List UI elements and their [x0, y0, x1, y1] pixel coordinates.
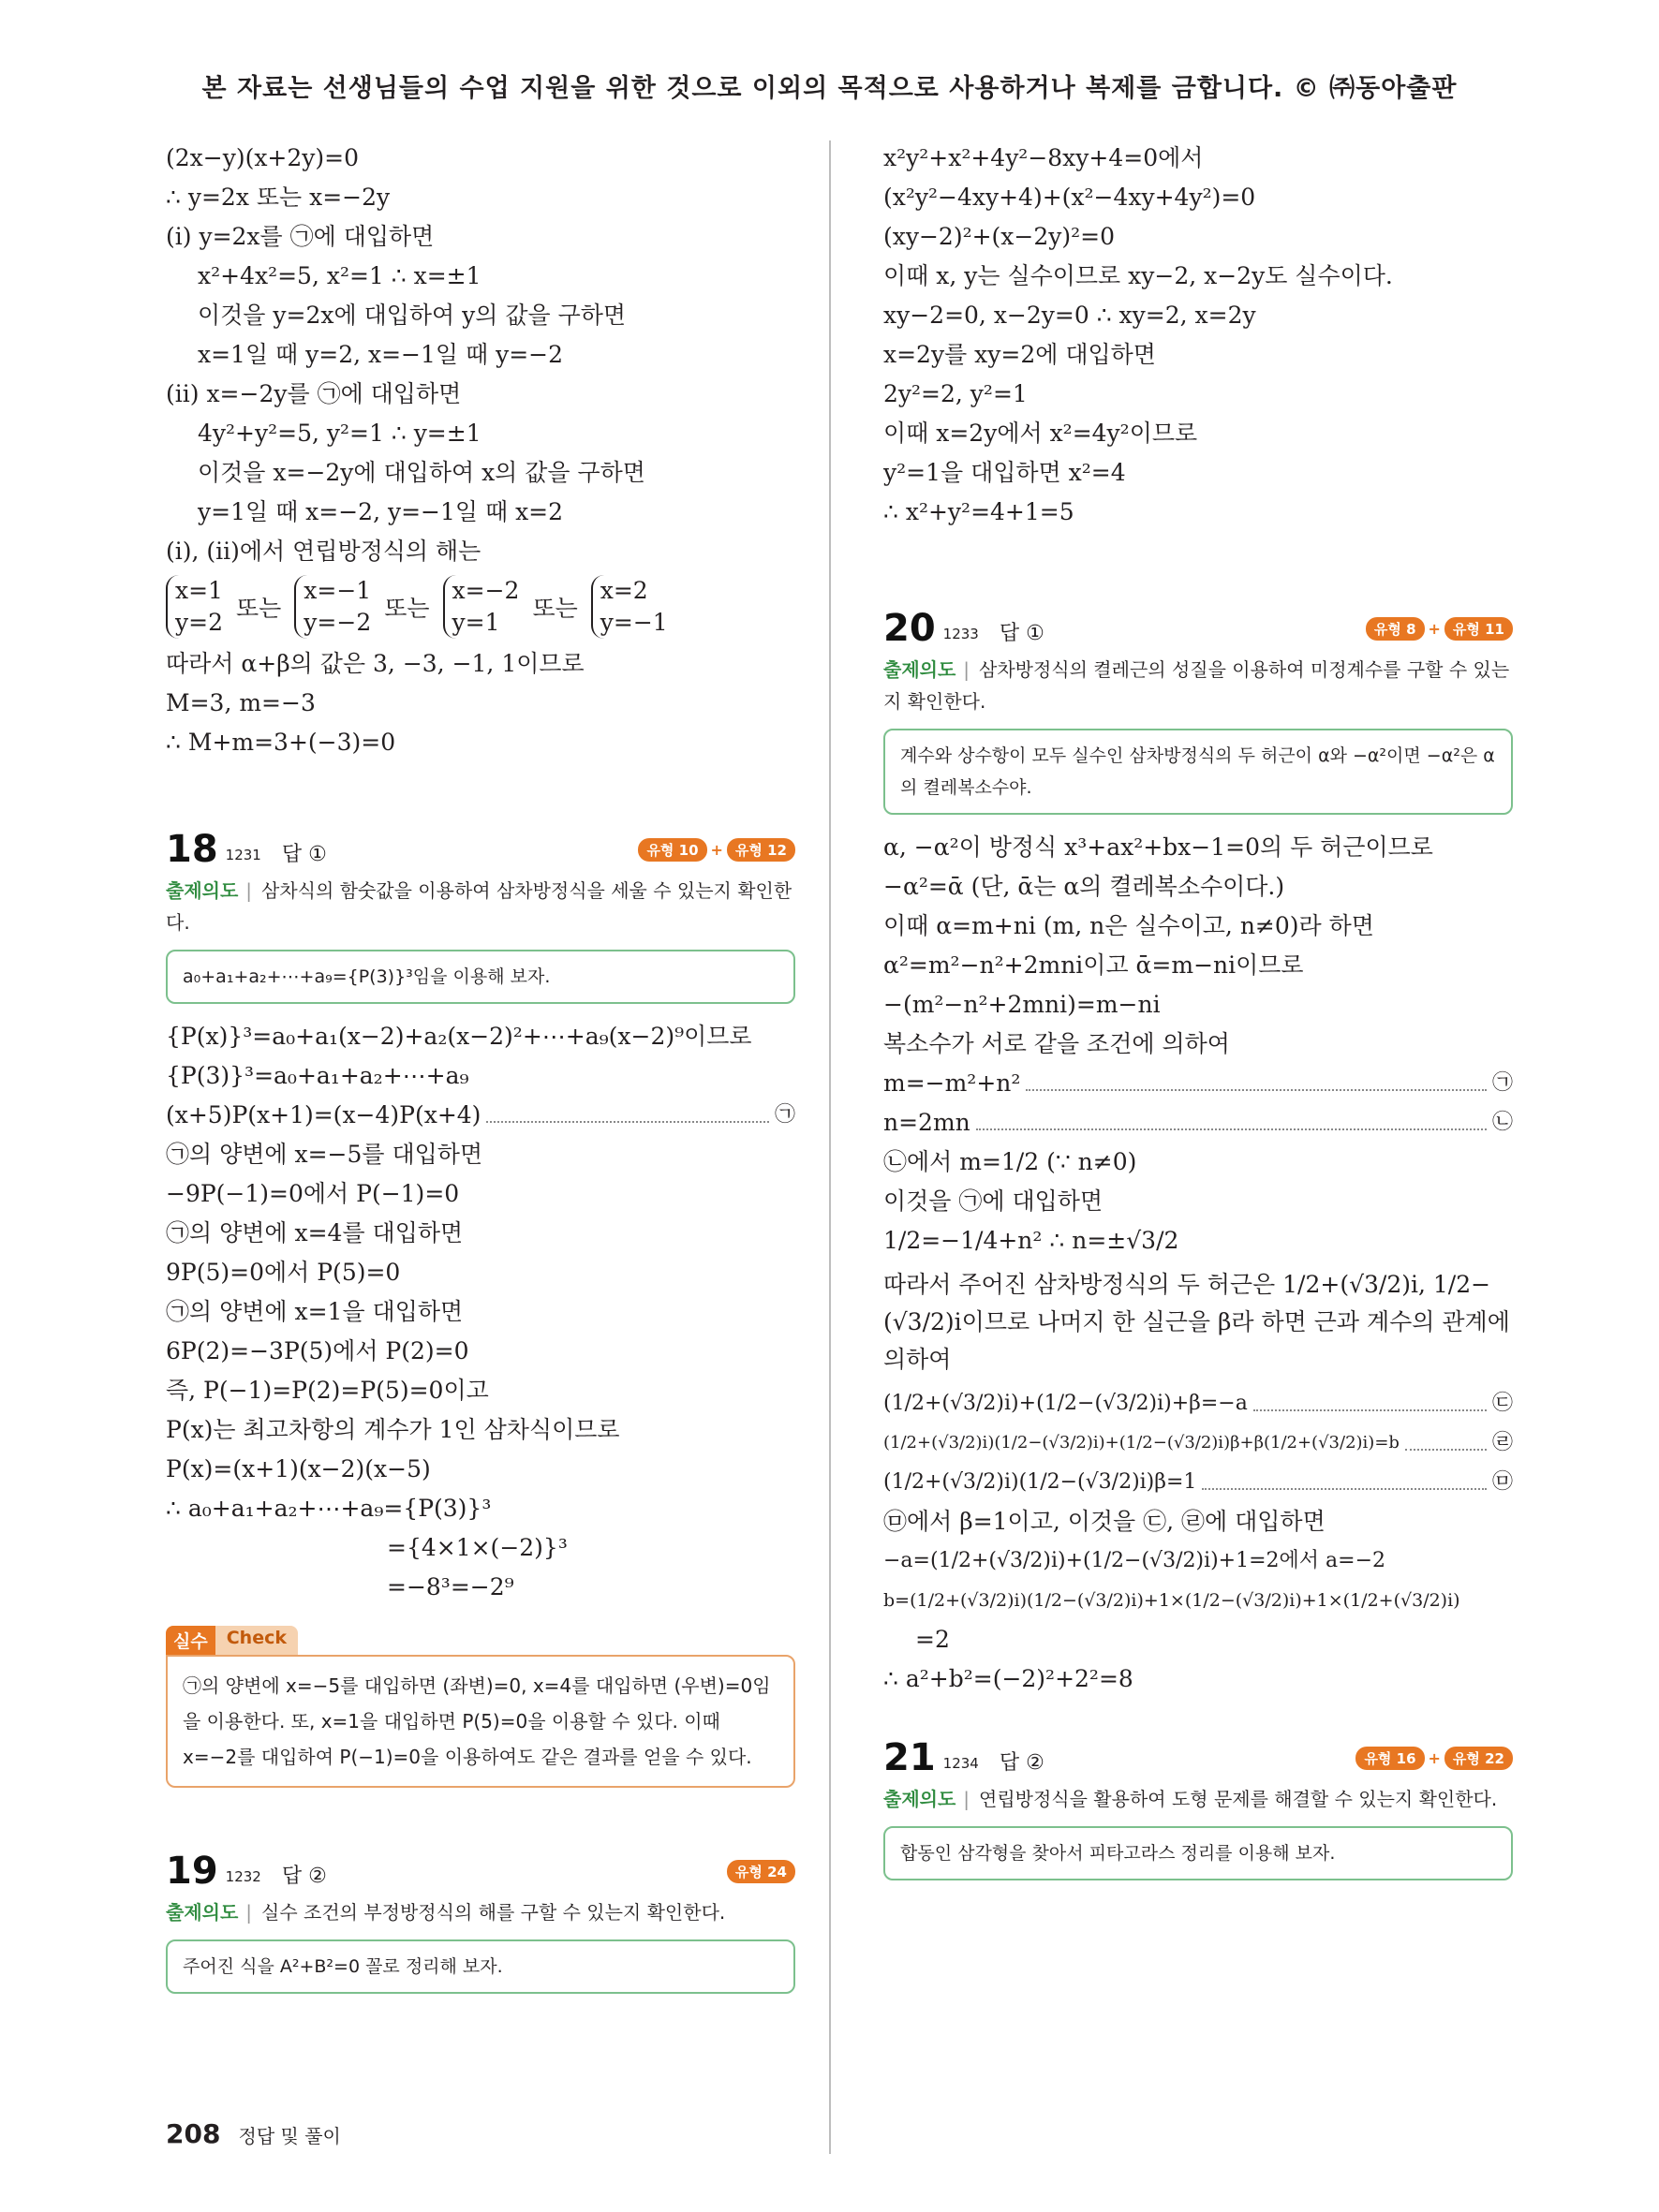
equation-mark: ㉤	[1491, 1470, 1513, 1494]
marked-equation: n=2mn ㉡	[883, 1103, 1513, 1143]
type-tags	[638, 838, 795, 862]
solution-line: (ⅰ), (ⅱ)에서 연립방정식의 해는	[166, 538, 481, 565]
solution-line: (x²y²−4xy+4)+(x²−4xy+4y²)=0	[883, 184, 1256, 211]
equation-mark: ㉠	[1491, 1071, 1513, 1095]
problem-header	[166, 1850, 795, 1893]
solution-line: ={4×1×(−2)}³	[387, 1534, 568, 1561]
solution-line: x=1일 때 y=2, x=−1일 때 y=−2	[198, 341, 564, 368]
answer-label: 답 ①	[281, 842, 327, 866]
solution-line: 2y²=2, y²=1	[883, 380, 1028, 407]
solution-line: −9P(−1)=0에서 P(−1)=0	[166, 1180, 460, 1207]
dotted-leader	[976, 1115, 1487, 1130]
column-divider	[829, 140, 831, 2154]
answer-label: 답 ②	[999, 1750, 1044, 1775]
problem-code: 1231	[225, 847, 261, 863]
solution-line: ㉤에서 β=1이고, 이것을 ㉢, ㉣에 대입하면	[883, 1508, 1326, 1535]
type-tag: 유형 24	[727, 1860, 795, 1883]
solution-line: 6P(2)=−3P(5)에서 P(2)=0	[166, 1337, 469, 1364]
intent	[166, 875, 795, 938]
problem-header	[883, 1736, 1513, 1779]
solution-line: 따라서 α+β의 값은 3, −3, −1, 1이므로	[166, 650, 585, 677]
solution-line: 1/2=−1/4+n² ∴ n=±√3/2	[883, 1227, 1179, 1254]
type-tags	[727, 1860, 795, 1883]
solution-line: 따라서 주어진 삼차방정식의 두 허근은 1/2+(√3/2)i, 1/2−(√3/2)i이므로 나머지 한 실근을 β라 하면 근과 계수의 관계에 의하여	[883, 1271, 1510, 1373]
solution-line: ∴ M+m=3+(−3)=0	[166, 729, 396, 756]
dotted-leader	[1202, 1475, 1487, 1490]
solution-line: ㉠의 양변에 x=1을 대입하면	[166, 1298, 464, 1325]
type-tag: 유형 12	[727, 838, 795, 862]
hint-box: 주어진 식을 A²+B²=0 꼴로 정리해 보자.	[166, 1939, 795, 1994]
marked-equation: (1/2+(√3/2)i)+(1/2−(√3/2)i)+β=−a ㉢	[883, 1384, 1513, 1423]
problem-number: 18	[166, 828, 218, 871]
solution-line: P(x)=(x+1)(x−2)(x−5)	[166, 1455, 431, 1482]
solution-line: −(m²−n²+2mni)=m−ni	[883, 991, 1161, 1018]
solution-line: =−8³=−2⁹	[387, 1573, 514, 1600]
hint-box: 합동인 삼각형을 찾아서 피타고라스 정리를 이용해 보자.	[883, 1826, 1513, 1880]
intent-text: 삼차식의 함숫값을 이용하여 삼차방정식을 세울 수 있는지 확인한다.	[166, 879, 792, 934]
solution-line: ㉡에서 m=1/2 (∵ n≠0)	[883, 1148, 1137, 1175]
system-3: x=−2 y=1	[443, 575, 520, 639]
solution-line: (ⅰ) y=2x를 ㉠에 대입하면	[166, 223, 435, 250]
type-tags	[1366, 617, 1513, 641]
equation-mark: ㉣	[1491, 1431, 1513, 1454]
page-footer	[166, 2118, 341, 2149]
section-title: 정답 및 풀이	[238, 2125, 341, 2147]
solution-line: 이것을 ㉠에 대입하면	[883, 1187, 1104, 1215]
right-column	[883, 139, 1513, 1894]
plus-icon: +	[1428, 619, 1441, 638]
or-label: 또는	[235, 595, 282, 622]
plus-icon: +	[710, 840, 723, 859]
system-2: x=−1 y=−2	[294, 575, 371, 639]
solution-line: 복소수가 서로 같을 조건에 의하여	[883, 1030, 1230, 1057]
marked-equation: (x+5)P(x+1)=(x−4)P(x+4) ㉠	[166, 1096, 795, 1135]
solution-line: −α²=ᾱ (단, ᾱ는 α의 켤레복소수이다.)	[883, 873, 1285, 900]
equation-mark: ㉡	[1491, 1111, 1513, 1134]
marked-equation: m=−m²+n² ㉠	[883, 1064, 1513, 1103]
intent-text: 삼차방정식의 켤레근의 성질을 이용하여 미정계수를 구할 수 있는지 확인한다.	[883, 658, 1510, 713]
solution-line: 4y²+y²=5, y²=1 ∴ y=±1	[198, 420, 481, 447]
solution-line: =2	[915, 1626, 950, 1653]
intent-label: 출제의도	[166, 1901, 239, 1924]
type-tag: 유형 16	[1355, 1747, 1424, 1770]
solution-line: x²y²+x²+4y²−8xy+4=0에서	[883, 144, 1204, 171]
dotted-leader	[486, 1108, 769, 1123]
problem-code: 1232	[225, 1868, 261, 1885]
dotted-leader	[1405, 1436, 1487, 1451]
copyright-notice: 본 자료는 선생님들의 수업 지원을 위한 것으로 이외의 목적으로 사용하거나 복제를 금합니다. © ㈜동아출판	[201, 74, 1458, 103]
problem-number: 21	[883, 1736, 936, 1779]
type-tag: 유형 22	[1444, 1747, 1513, 1770]
type-tag: 유형 8	[1366, 617, 1425, 641]
problem-code: 1234	[942, 1755, 979, 1772]
type-tag: 유형 11	[1444, 617, 1513, 641]
separator: |	[963, 1788, 970, 1810]
intent	[166, 1896, 795, 1928]
system-1: x=1 y=2	[166, 575, 223, 639]
solution-line: 이것을 y=2x에 대입하여 y의 값을 구하면	[198, 302, 627, 329]
solution-line: α, −α²이 방정식 x³+ax²+bx−1=0의 두 허근이므로	[883, 833, 1433, 861]
separator: |	[963, 658, 970, 681]
solution-line: (ⅱ) x=−2y를 ㉠에 대입하면	[166, 380, 462, 407]
solution-line: (2x−y)(x+2y)=0	[166, 144, 360, 171]
solution-line: b=(1/2+(√3/2)i)(1/2−(√3/2)i)+1×(1/2−(√3/2)i)+1×(1/2+(√3/2)i)	[883, 1590, 1460, 1611]
solution-set	[166, 575, 795, 639]
problem-code: 1233	[942, 626, 979, 642]
solution-line: α²=m²−n²+2mni이고 ᾱ=m−ni이므로	[883, 951, 1304, 979]
equation-mark: ㉢	[1491, 1392, 1513, 1415]
type-tags	[1355, 1747, 1513, 1770]
solution-line: 이때 x=2y에서 x²=4y²이므로	[883, 420, 1198, 447]
solution-line: y²=1을 대입하면 x²=4	[883, 459, 1126, 486]
problem-18	[166, 828, 795, 1788]
intent-text: 연립방정식을 활용하여 도형 문제를 해결할 수 있는지 확인한다.	[979, 1788, 1498, 1810]
solution-line: {P(3)}³=a₀+a₁+a₂+⋯+a₉	[166, 1062, 469, 1089]
solution-line: {P(x)}³=a₀+a₁(x−2)+a₂(x−2)²+⋯+a₉(x−2)⁹이므로	[166, 1023, 752, 1050]
hint-box: a₀+a₁+a₂+⋯+a₉={P(3)}³임을 이용해 보자.	[166, 950, 795, 1004]
problem-21	[883, 1736, 1513, 1880]
intent-label: 출제의도	[883, 658, 956, 681]
answer-label: 답 ②	[281, 1864, 327, 1888]
solution-line: −a=(1/2+(√3/2)i)+(1/2−(√3/2)i)+1=2에서 a=−2	[883, 1549, 1386, 1572]
system-4: x=2 y=−1	[591, 575, 668, 639]
check-tab: 실수 Check	[166, 1626, 298, 1655]
separator: |	[245, 1901, 253, 1924]
solution-line: ∴ y=2x 또는 x=−2y	[166, 184, 391, 211]
equation-mark: ㉠	[774, 1103, 795, 1127]
plus-icon: +	[1428, 1748, 1441, 1767]
or-label: 또는	[384, 595, 430, 622]
intent	[883, 1783, 1513, 1815]
intent-label: 출제의도	[883, 1788, 956, 1810]
solution-line: 이때 α=m+ni (m, n은 실수이고, n≠0)라 하면	[883, 912, 1374, 939]
check-text: ㉠의 양변에 x=−5를 대입하면 (좌변)=0, x=4를 대입하면 (우변)=0임을 이용한다. 또, x=1을 대입하면 P(5)=0을 이용할 수 있다. 이때 x=−2를 대입하여 P(−1)=0을 이용하여도 같은 결과를 얻을 수 있다.	[166, 1655, 795, 1788]
solution-line: (xy−2)²+(x−2y)²=0	[883, 223, 1116, 250]
solution-line: 이때 x, y는 실수이므로 xy−2, x−2y도 실수이다.	[883, 262, 1393, 289]
solution-line: ∴ a₀+a₁+a₂+⋯+a₉={P(3)}³	[166, 1495, 492, 1522]
intent-text: 실수 조건의 부정방정식의 해를 구할 수 있는지 확인한다.	[261, 1901, 726, 1924]
problem-header	[166, 828, 795, 871]
solution-line: y=1일 때 x=−2, y=−1일 때 x=2	[198, 498, 564, 525]
solution-line: 9P(5)=0에서 P(5)=0	[166, 1259, 401, 1286]
answer-label: 답 ①	[999, 621, 1044, 645]
dotted-leader	[1026, 1076, 1487, 1091]
solution-line: 즉, P(−1)=P(2)=P(5)=0이고	[166, 1377, 489, 1404]
intent-label: 출제의도	[166, 879, 239, 902]
problem-number: 19	[166, 1850, 218, 1893]
problem-19	[166, 1850, 795, 1994]
solution-line: x²+4x²=5, x²=1 ∴ x=±1	[198, 262, 481, 289]
problem-number: 20	[883, 607, 936, 650]
marked-equation: (1/2+(√3/2)i)(1/2−(√3/2)i)+(1/2−(√3/2)i)β+β(1/2+(√3/2)i)=b ㉣	[883, 1423, 1513, 1463]
or-label: 또는	[532, 595, 578, 622]
solution-line: ㉠의 양변에 x=−5를 대입하면	[166, 1141, 483, 1168]
solution-line: ㉠의 양변에 x=4를 대입하면	[166, 1219, 464, 1246]
type-tag: 유형 10	[638, 838, 706, 862]
separator: |	[245, 879, 253, 902]
left-column	[166, 139, 795, 2007]
hint-box: 계수와 상수항이 모두 실수인 삼차방정식의 두 허근이 α와 −α²이면 −α²은 α의 켤레복소수야.	[883, 729, 1513, 815]
solution-line: P(x)는 최고차항의 계수가 1인 삼차식이므로	[166, 1416, 620, 1443]
intent	[883, 654, 1513, 717]
problem-20	[883, 607, 1513, 1699]
solution-line: xy−2=0, x−2y=0 ∴ xy=2, x=2y	[883, 302, 1256, 329]
solution-line: M=3, m=−3	[166, 689, 316, 716]
mistake-check	[166, 1626, 795, 1788]
marked-equation: (1/2+(√3/2)i)(1/2−(√3/2)i)β=1 ㉤	[883, 1463, 1513, 1502]
solution-line: x=2y를 xy=2에 대입하면	[883, 341, 1156, 368]
problem-header	[883, 607, 1513, 650]
dotted-leader	[1253, 1396, 1487, 1411]
page-number: 208	[166, 2118, 221, 2149]
solution-line: ∴ x²+y²=4+1=5	[883, 498, 1074, 525]
solution-line: ∴ a²+b²=(−2)²+2²=8	[883, 1665, 1133, 1692]
solution-line: 이것을 x=−2y에 대입하여 x의 값을 구하면	[198, 459, 645, 486]
